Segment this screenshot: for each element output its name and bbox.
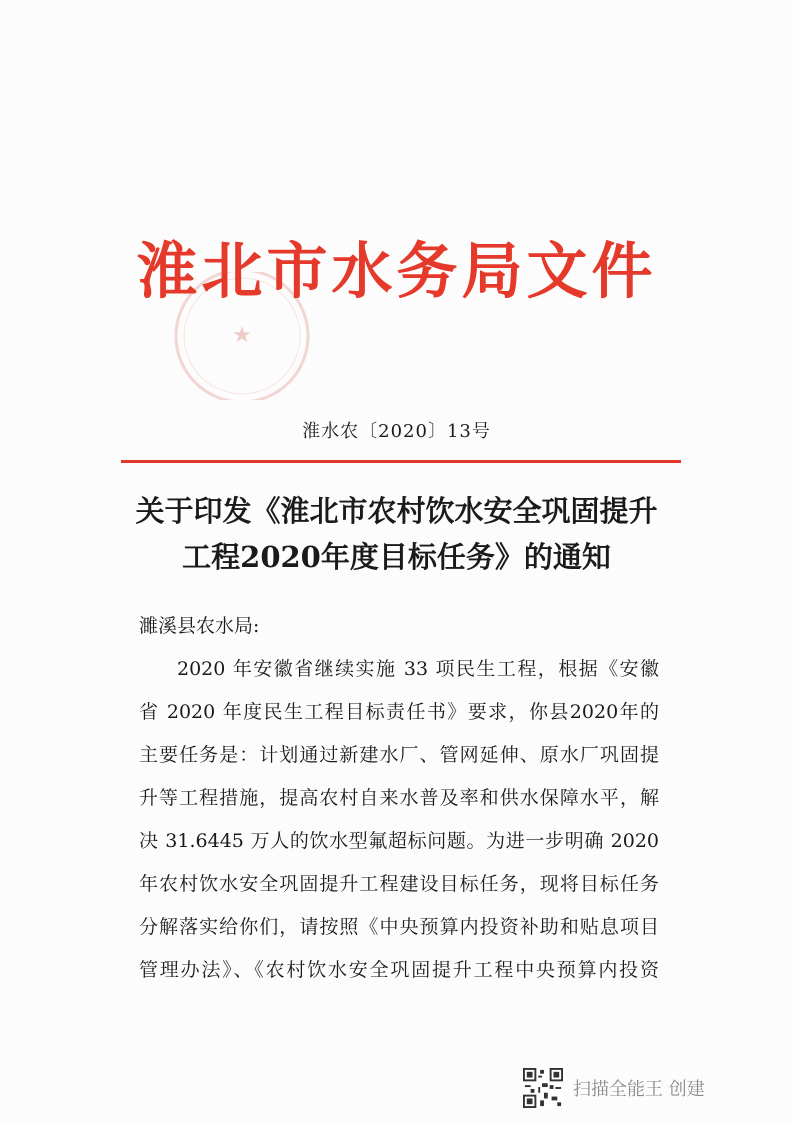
svg-text:★: ★	[232, 323, 252, 348]
body-line: 省 2020 年度民生工程目标责任书》要求，你县2020年的	[139, 701, 659, 723]
document-number: 淮水农〔2020〕13号	[302, 421, 491, 442]
scanner-label: 扫描全能王 创建	[573, 1079, 705, 1100]
salutation: 濉溪县农水局:	[139, 615, 260, 637]
body-line: 2020 年安徽省继续实施 33 项民生工程，根据《安徽	[177, 658, 659, 680]
body-line: 分解落实给你们，请按照《中央预算内投资补助和贴息项目	[139, 916, 659, 938]
document-subject	[0, 488, 793, 580]
body-line: 升等工程措施，提高农村自来水普及率和供水保障水平，解	[139, 787, 659, 809]
body-line: 决 31.6445 万人的饮水型氟超标问题。为进一步明确 2020	[139, 830, 659, 852]
body-text	[139, 648, 659, 992]
red-divider-rule	[121, 460, 681, 463]
body-line: 管理办法》、《农村饮水安全巩固提升工程中央预算内投资	[139, 959, 659, 981]
subject-line-1: 关于印发《淮北市农村饮水安全巩固提升	[135, 494, 658, 528]
qr-code-icon	[523, 1068, 563, 1108]
issuer-title: 淮北市水务局文件	[136, 236, 657, 307]
subject-line-2: 工程2020年度目标任务》的通知	[182, 540, 611, 574]
scanner-watermark	[523, 1067, 705, 1109]
body-line: 年农村饮水安全巩固提升工程建设目标任务，现将目标任务	[139, 873, 659, 895]
body-line: 主要任务是：计划通过新建水厂、管网延伸、原水厂巩固提	[139, 744, 659, 766]
